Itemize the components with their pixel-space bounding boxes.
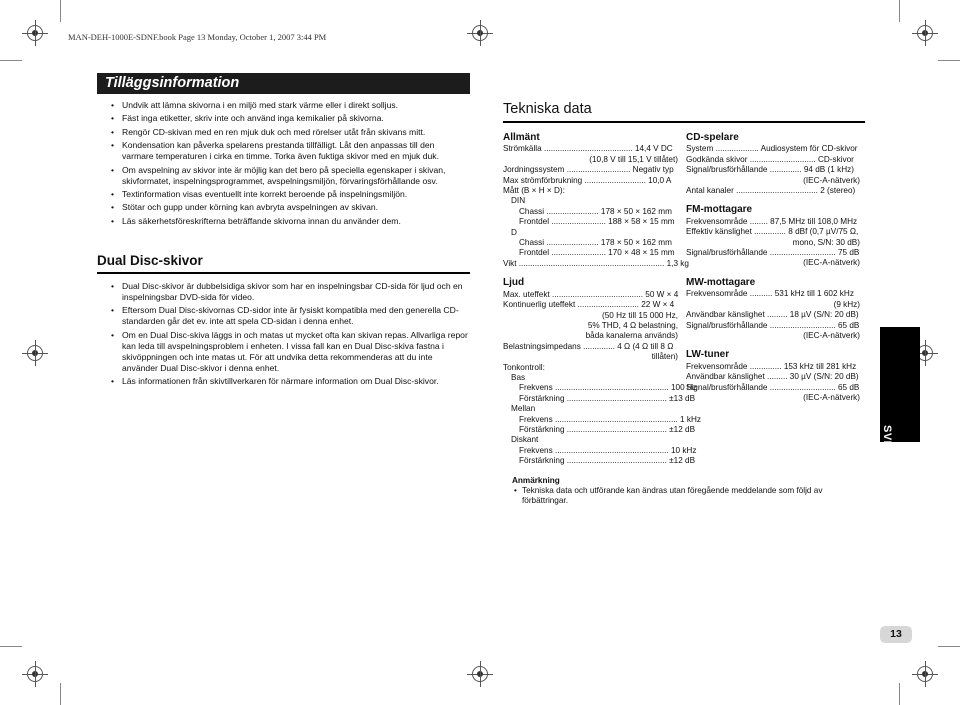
registration-mark-icon	[917, 666, 933, 682]
spec-row: (IEC-A-nätverk)	[803, 175, 860, 185]
list-item: • Fäst inga etiketter, skriv inte och använd inga kemikalier på skivorna.	[108, 113, 468, 124]
spec-row: Signal/brusförhållande .............. 94 dB (1 kHz)	[686, 165, 854, 175]
spec-row: Signal/brusförhållande ............................. 75 dB	[686, 248, 860, 258]
spec-heading: MW-mottagare	[686, 276, 756, 288]
list-item: • Om en Dual Disc-skiva läggs in och matas ut mycket ofta kan skivan repas. Allvarliga repor kan leda till avspelningsproblem i enheten. I vissa fall kan en Dual Disc-skiva fastna i skivöppningen och inte matas ut. För att undvika detta rekommenderas att du inte använder Dual Disc-skivor i denna enhet.	[108, 330, 468, 374]
spec-row: Bas	[511, 372, 526, 382]
spec-row: Frontdel ........................ 188 × 58 × 15 mm	[519, 217, 675, 227]
list-item: • Om avspelning av skivor inte är möjlig kan det bero på speciella egenskaper i skivan, skivformatet, inspelningsprogrammet, avspelningsmiljön, förvaringsförhållande osv.	[108, 165, 468, 187]
spec-row: Frekvens .................................................. 10 kHz	[519, 445, 697, 455]
spec-heading: Ljud	[503, 277, 525, 289]
list-item: • Kondensation kan påverka spelarens prestanda tillfälligt. Låt den anpassas till den varmare temperaturen i cirka en timme. Torka även fuktiga skivor med en mjuk duk.	[108, 140, 468, 162]
spec-row: (IEC-A-nätverk)	[803, 330, 860, 340]
spec-row: 5% THD, 4 Ω belastning,	[587, 320, 678, 330]
list-item: • Undvik att lämna skivorna i en miljö med stark värme eller i direkt solljus.	[108, 100, 468, 111]
spec-row: Strömkälla ....................................... 14,4 V DC	[503, 144, 673, 154]
list-item: • Läs informationen från skivtillverkaren för närmare information om Dual Disc-skivor.	[108, 376, 468, 387]
list-item: • Textinformation visas eventuellt inte korrekt beroende på inspelningsmiljön.	[108, 189, 468, 200]
crop-mark	[0, 646, 22, 647]
crop-mark	[899, 683, 900, 705]
spec-row: Förstärkning ............................................ ±13 dB	[519, 393, 696, 403]
spec-row: Signal/brusförhållande ............................. 65 dB	[686, 382, 860, 392]
spec-row: Max. uteffekt ........................................ 50 W × 4	[503, 289, 679, 299]
spec-row: Jordningssystem ............................ Negativ typ	[503, 165, 674, 175]
spec-row: Belastningsimpedans .............. 4 Ω (4 Ω till 8 Ω	[503, 341, 674, 351]
spec-heading: FM-mottagare	[686, 204, 753, 216]
spec-row: Frekvens ...................................................... 1 kHz	[519, 414, 701, 424]
spec-row: DIN	[511, 196, 526, 206]
spec-row: (IEC-A-nätverk)	[803, 392, 860, 402]
spec-row: (50 Hz till 15 000 Hz,	[602, 310, 678, 320]
section-title: Tilläggsinformation	[105, 75, 240, 91]
spec-row: Chassi ....................... 178 × 50 × 162 mm	[519, 238, 672, 248]
list-item: • Dual Disc-skivor är dubbelsidiga skivor som har en inspelningsbar CD-sida för ljud och en inspelningsbar DVD-sida för video.	[108, 281, 468, 303]
spec-heading: LW-tuner	[686, 349, 730, 361]
tech-data-heading: Tekniska data	[503, 101, 592, 117]
book-file-header: MAN-DEH-1000E-SDNF.book Page 13 Monday, October 1, 2007 3:44 PM	[68, 32, 327, 42]
registration-mark-icon	[27, 345, 43, 361]
spec-row: Frekvensområde .............. 153 kHz till 281 kHz	[686, 361, 857, 371]
spec-column-tuner	[686, 133, 860, 403]
language-tab	[880, 327, 920, 482]
spec-row: (9 kHz)	[833, 299, 860, 309]
spec-heading: Allmänt	[503, 132, 540, 143]
spec-row: Mått (B × H × D):	[503, 186, 565, 196]
list-item: • Eftersom Dual Disc-skivornas CD-sidor inte är fysiskt kompatibla med den generella CD-standarden går det ev. inte att spela CD-sidan i denna enhet.	[108, 305, 468, 327]
list-item: • Rengör CD-skivan med en ren mjuk duk och med rörelser utåt från skivans mitt.	[108, 127, 468, 138]
spec-row: System ................... Audiosystem för CD-skivor	[686, 144, 858, 154]
crop-mark	[60, 683, 61, 705]
spec-row: Signal/brusförhållande ............................. 65 dB	[686, 320, 860, 330]
registration-mark-icon	[917, 25, 933, 41]
list-item: • Stötar och gupp under körning kan avbryta avspelningen av skivan.	[108, 202, 468, 213]
spec-row: Förstärkning ............................................ ±12 dB	[519, 456, 696, 466]
spec-row: Frekvensområde .......... 531 kHz till 1 602 kHz	[686, 289, 854, 299]
bullet-icon: •	[514, 486, 517, 495]
crop-mark	[60, 0, 61, 22]
dual-disc-list	[108, 281, 468, 390]
spec-row: Frontdel ........................ 170 × 48 × 15 mm	[519, 248, 675, 258]
spacer	[503, 269, 678, 278]
spec-row: Frekvensområde ........ 87,5 MHz till 108,0 MHz	[686, 216, 858, 226]
spec-row: Chassi ....................... 178 × 50 × 162 mm	[519, 206, 672, 216]
spec-row: Tonkontroll:	[503, 362, 545, 372]
spec-row: Användbar känslighet ......... 30 µV (S/N: 20 dB)	[686, 372, 859, 382]
spec-row: Godkända skivor ............................. CD-skivor	[686, 154, 854, 164]
section-title-bar	[97, 73, 470, 94]
dual-disc-heading: Dual Disc-skivor	[97, 253, 203, 268]
spec-row: D	[511, 227, 517, 237]
spec-row: (10,8 V till 15,1 V tillåtet)	[589, 154, 678, 164]
page-number: 13	[880, 626, 912, 643]
heading-underline	[97, 272, 470, 274]
spec-row: Effektiv känslighet .............. 8 dBf (0,7 µV/75 Ω,	[686, 227, 859, 237]
registration-mark-icon	[27, 25, 43, 41]
spec-column-general	[503, 132, 701, 467]
spec-row: Vikt ................................................................ 1,3 kg	[503, 258, 689, 268]
list-item: • Läs säkerhetsföreskrifterna beträffande skivorna innan du använder dem.	[108, 216, 468, 227]
spec-row: (IEC-A-nätverk)	[803, 258, 860, 268]
spec-heading: CD-spelare	[686, 132, 739, 143]
registration-mark-icon	[472, 666, 488, 682]
spec-row: Förstärkning ............................................ ±12 dB	[519, 424, 696, 434]
crop-mark	[0, 60, 22, 61]
registration-mark-icon	[27, 666, 43, 682]
note-text: Tekniska data och utförande kan ändras utan föregående meddelande som följd av förbättringar.	[522, 486, 823, 505]
heading-underline	[503, 121, 865, 123]
language-tab-label: SVENSKA	[881, 425, 893, 482]
note-title: Anmärkning	[512, 476, 560, 485]
crop-mark	[938, 60, 960, 61]
spec-row: Kontinuerlig uteffekt ........................... 22 W × 4	[503, 300, 675, 310]
spec-row: Mellan	[511, 404, 536, 414]
spec-row: Användbar känslighet ......... 18 µV (S/N: 20 dB)	[686, 310, 859, 320]
note-block	[512, 476, 832, 506]
note-item	[512, 486, 832, 506]
additional-info-list	[108, 100, 468, 229]
spec-row: mono, S/N: 30 dB)	[792, 237, 860, 247]
registration-mark-icon	[472, 25, 488, 41]
spec-row: Max strömförbrukning ........................... 10,0 A	[503, 175, 672, 185]
spec-row: Frekvens .................................................. 100 Hz	[519, 383, 697, 393]
crop-mark	[938, 646, 960, 647]
spec-row: Antal kanaler .................................... 2 (stereo)	[686, 186, 856, 196]
spec-row: tillåten)	[651, 352, 678, 362]
spec-row: Diskant	[511, 435, 539, 445]
spec-row: båda kanalerna används)	[585, 331, 678, 341]
crop-mark	[899, 0, 900, 22]
